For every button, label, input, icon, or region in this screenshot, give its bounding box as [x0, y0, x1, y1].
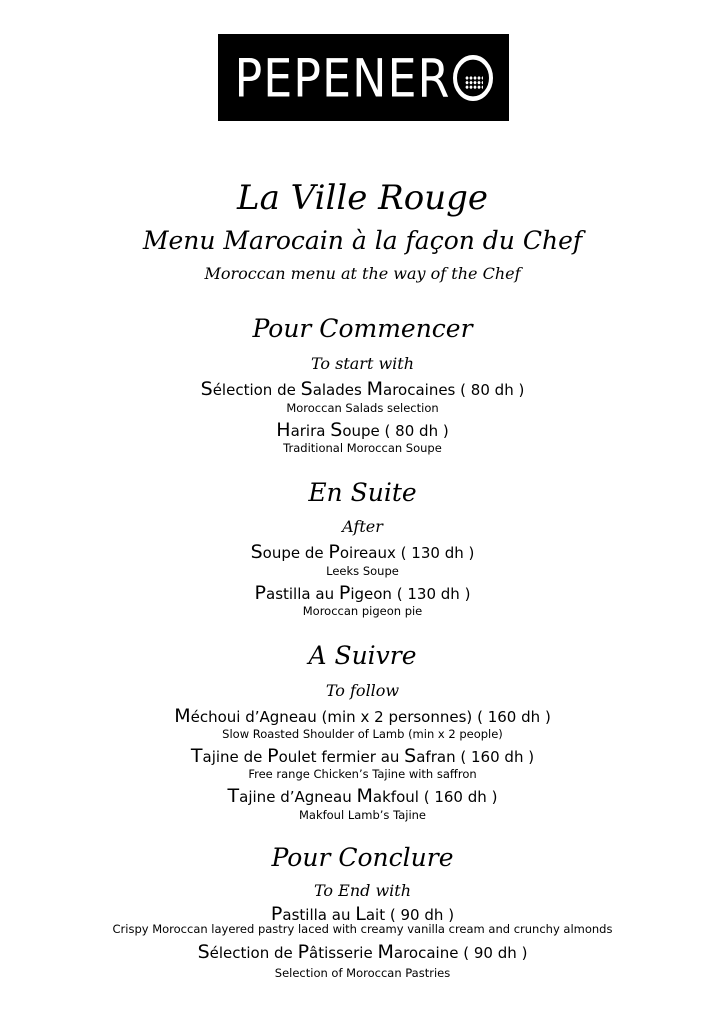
restaurant-logo [218, 34, 509, 121]
menu-item-desc: Traditional Moroccan Soupe [283, 441, 442, 455]
logo-letters: PEPENER [234, 46, 451, 109]
menu-item-desc: Leeks Soupe [326, 564, 399, 578]
menu-item-name: Sélection de Pâtisserie Marocaine ( 90 dh ) [197, 941, 528, 963]
menu-title: La Ville Rouge [236, 178, 488, 218]
section-title: Pour Commencer [252, 314, 473, 343]
menu-item-name: Tajine d’Agneau Makfoul ( 160 dh ) [227, 785, 498, 807]
menu-item-desc: Selection of Moroccan Pastries [274, 966, 451, 980]
menu-item-desc: Moroccan Salads selection [286, 401, 439, 415]
menu-item-name: Harira Soupe ( 80 dh ) [276, 419, 449, 441]
menu-item-name: Soupe de Poireaux ( 130 dh ) [250, 541, 475, 563]
menu-item-desc: Makfoul Lamb’s Tajine [298, 808, 427, 822]
section-title: A Suivre [308, 641, 417, 670]
menu-item-name: Tajine de Poulet fermier au Safran ( 160 dh ) [190, 745, 535, 767]
menu-item-desc: Free range Chicken’s Tajine with saffron [248, 767, 477, 781]
section-title: Pour Conclure [271, 843, 454, 872]
menu-subtitle: Menu Marocain à la façon du Chef [142, 226, 583, 255]
menu-item-name: Méchoui d’Agneau (min x 2 personnes) ( 160 dh ) [174, 705, 551, 727]
section-title-en: To End with [313, 881, 411, 900]
menu-item-name: Pastilla au Lait ( 90 dh ) [270, 903, 455, 925]
section-title-en: To start with [310, 354, 415, 373]
menu-item-desc: Slow Roasted Shoulder of Lamb (min x 2 people) [222, 727, 503, 741]
menu-subtitle-en: Moroccan menu at the way of the Chef [204, 264, 521, 283]
menu-item-name: Sélection de Salades Marocaines ( 80 dh ) [200, 378, 525, 400]
logo-caviar-o [453, 55, 493, 101]
section-title-en: To follow [325, 681, 400, 700]
logo-wordmark [234, 46, 492, 108]
menu-item-desc: Moroccan pigeon pie [302, 604, 423, 618]
menu-item-name: Pastilla au Pigeon ( 130 dh ) [254, 582, 471, 604]
section-title-en: After [342, 517, 383, 536]
section-title: En Suite [308, 478, 417, 507]
menu-item-desc: Crispy Moroccan layered pastry laced with creamy vanilla cream and crunchy almonds [112, 922, 613, 936]
